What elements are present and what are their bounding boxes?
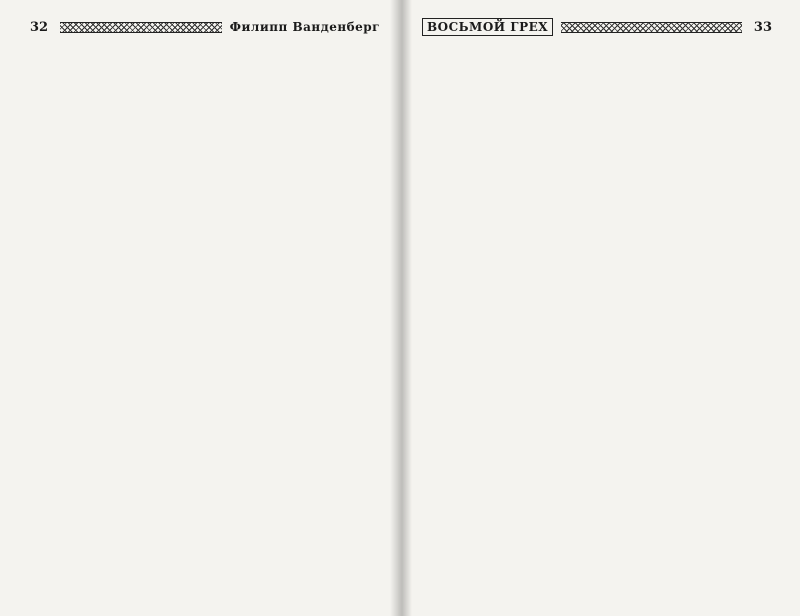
right-page — [402, 0, 800, 616]
left-page-text — [38, 46, 376, 606]
right-running-head: ВОСЬМОЙ ГРЕХ — [422, 18, 553, 36]
left-running-head: Филипп Ванденберг — [229, 20, 380, 34]
right-page-header — [422, 18, 772, 36]
header-ornament — [561, 22, 742, 33]
left-page-number: 32 — [30, 19, 49, 35]
book-gutter-shadow — [390, 0, 412, 616]
header-ornament — [60, 22, 222, 33]
right-page-text — [428, 46, 770, 606]
right-page-number: 33 — [753, 19, 772, 35]
left-page — [0, 0, 398, 616]
left-page-header — [30, 18, 380, 36]
